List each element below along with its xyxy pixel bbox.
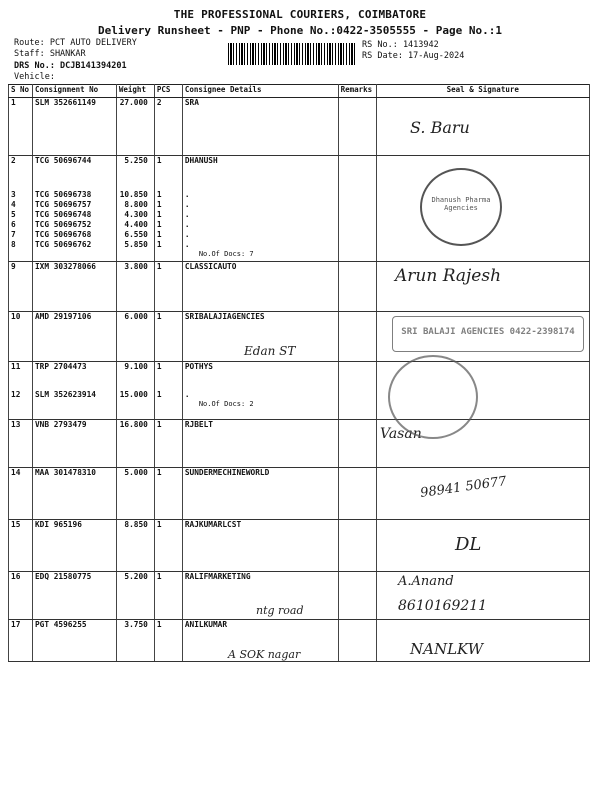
weight-cell [116,98,154,156]
weight-cell [116,572,154,620]
cell-line: 6.000 [124,312,148,321]
consignee-cell [182,262,338,312]
cell-line: TCG 50696748 [34,210,92,219]
consignee-cell [182,156,338,262]
dhanush-stamp-text: Dhanush Pharma Agencies [431,196,491,212]
cell-line: SLM 352623914 [34,390,96,399]
consignee-cell [182,98,338,156]
sno-cell [9,420,33,468]
pcs-cell [154,98,182,156]
cell-line: POTHYS [184,362,213,371]
col-weight: Weight [116,85,154,98]
consignee-cell [182,520,338,572]
company-title: THE PROFESSIONAL COURIERS, COIMBATORE [173,8,427,21]
weight-cell [116,156,154,262]
consignee-cell [182,468,338,520]
pcs-cell [154,420,182,468]
staff-label: Staff: SHANKAR [14,49,86,59]
route-label: Route: PCT AUTO DELIVERY [14,38,137,48]
rs-date: RS Date: 17-Aug-2024 [362,51,465,61]
cell-line: 27.000 [119,98,148,107]
table-header [9,85,590,98]
handwritten-note-row-10: Edan ST [244,344,296,358]
cell-line: 13 [11,420,21,429]
pcs-cell [154,520,182,572]
cell-line: 6.550 [124,230,148,239]
cell-line: IXM 303278066 [34,262,96,271]
consignment-cell [32,468,116,520]
barcode [228,43,356,65]
signature-row-15: DL [455,534,482,555]
consignment-cell [32,362,116,420]
signature-row-17: NANLKW [410,640,484,658]
cell-line: 5.200 [124,572,148,581]
cell-line: 15 [11,520,21,529]
sno-cell [9,98,33,156]
remarks-cell [338,312,376,362]
consignee-cell [182,362,338,420]
runsheet-table [8,84,590,662]
cell-line: 1 [156,312,162,321]
cell-line: 1 [156,230,162,239]
cell-line: TCG 50696752 [34,220,92,229]
cell-line: 1 [156,468,162,477]
vehicle-label: Vehicle: [14,72,55,82]
remarks-cell [338,572,376,620]
cell-line: ANILKUMAR [184,620,228,629]
cell-line: . [184,240,190,249]
handwritten-note-row-16: ntg road [256,604,304,617]
cell-line: 10 [11,312,21,321]
cell-line: TCG 50696757 [34,200,92,209]
cell-line: 4.400 [124,220,148,229]
sribalaji-stamp [392,316,584,352]
signature-row-1: S. Baru [410,118,470,137]
weight-cell [116,262,154,312]
pcs-cell [154,362,182,420]
cell-line: . [184,190,190,199]
weight-cell [116,520,154,572]
cell-line: . [184,220,190,229]
consignment-cell [32,420,116,468]
rs-number: RS No.: 1413942 [362,40,439,50]
remarks-cell [338,98,376,156]
consignment-cell [32,262,116,312]
round-seal [388,355,478,439]
consignment-cell [32,312,116,362]
table-row [9,262,590,312]
cell-line: 3.750 [124,620,148,629]
remarks-cell [338,156,376,262]
dhanush-stamp [420,168,502,246]
cell-line: 1 [156,190,162,199]
weight-cell [116,312,154,362]
signature-row-16: A.Anand [398,574,454,589]
cell-line: 8.800 [124,200,148,209]
cell-line: RJBELT [184,420,213,429]
cell-line: 1 [156,210,162,219]
col-pcs: PCS [154,85,182,98]
signature-row-14: 98941 50677 [419,474,508,501]
remarks-cell [338,362,376,420]
table-row [9,98,590,156]
cell-line: 9 [11,262,16,271]
cell-line: 1 [156,420,162,429]
weight-cell [116,468,154,520]
cell-line: 5.000 [124,468,148,477]
signature-cell [376,520,589,572]
cell-line: VNB 2793479 [34,420,87,429]
cell-line: 1 [156,220,162,229]
runsheet-subtitle: Delivery Runsheet - PNP - Phone No.:0422-3505555 - Page No.:1 [98,24,502,37]
col-consignee: Consignee Details [182,85,338,98]
cell-line: AMD 29197106 [34,312,92,321]
cell-line: 1 [156,156,162,165]
phone-row-16: 8610169211 [398,598,488,614]
cell-line: 5.250 [124,156,148,165]
cell-line: . [184,210,190,219]
signature-row-13: Vasan [380,426,422,442]
cell-line: DHANUSH [184,156,218,165]
cell-line: 4 [11,200,16,209]
cell-line: . [184,390,190,399]
cell-line: 1 [156,572,162,581]
consignment-cell [32,98,116,156]
cell-line: 8.850 [124,520,148,529]
cell-line: 3 [11,190,16,199]
consignment-cell [32,520,116,572]
cell-line: MAA 301478310 [34,468,96,477]
cell-line: 16 [11,572,21,581]
docs-count: No.Of Docs: 7 [198,250,254,258]
signature-row-9: Arun Rajesh [395,266,502,286]
cell-line: 1 [156,390,162,399]
cell-line: TCG 50696762 [34,240,92,249]
table-row [9,520,590,572]
sribalaji-stamp-text: SRI BALAJI AGENCIES 0422-2398174 [401,327,575,337]
sno-cell [9,362,33,420]
pcs-cell [154,312,182,362]
signature-cell [376,468,589,520]
col-sno: S No [9,85,33,98]
pcs-cell [154,262,182,312]
cell-line: EDQ 21580775 [34,572,92,581]
cell-line: 2 [156,98,162,107]
col-remarks: Remarks [338,85,376,98]
cell-line: 4.300 [124,210,148,219]
handwritten-note-row-17: A SOK nagar [228,648,301,661]
cell-line: SUNDERMECHINEWORLD [184,468,270,477]
cell-line: 11 [11,362,21,371]
consignment-cell [32,156,116,262]
cell-line: 10.850 [119,190,148,199]
weight-cell [116,420,154,468]
sno-cell [9,520,33,572]
cell-line: 12 [11,390,21,399]
cell-line: RALIFMARKETING [184,572,251,581]
remarks-cell [338,520,376,572]
pcs-cell [154,156,182,262]
cell-line: 1 [156,620,162,629]
cell-line: 1 [156,200,162,209]
weight-cell [116,620,154,662]
cell-line: KDI 965196 [34,520,82,529]
cell-line: TCG 50696738 [34,190,92,199]
consignment-cell [32,620,116,662]
sno-cell [9,572,33,620]
cell-line: 9.100 [124,362,148,371]
cell-line: 1 [156,520,162,529]
cell-line: 16.800 [119,420,148,429]
consignment-cell [32,572,116,620]
remarks-cell [338,620,376,662]
cell-line: 15.000 [119,390,148,399]
sno-cell [9,312,33,362]
cell-line: 14 [11,468,21,477]
pcs-cell [154,468,182,520]
drs-number: DRS No.: DCJB141394201 [14,61,127,71]
weight-cell [116,362,154,420]
cell-line: PGT 4596255 [34,620,87,629]
cell-line: 5 [11,210,16,219]
sno-cell [9,468,33,520]
col-consignment: Consignment No [32,85,116,98]
consignee-cell [182,420,338,468]
sno-cell [9,262,33,312]
cell-line: 8 [11,240,16,249]
cell-line: TRP 2704473 [34,362,87,371]
cell-line: 1 [11,98,16,107]
cell-line: 7 [11,230,16,239]
pcs-cell [154,572,182,620]
cell-line: SRA [184,98,199,107]
cell-line: SRIBALAJIAGENCIES [184,312,265,321]
remarks-cell [338,468,376,520]
cell-line: 1 [156,362,162,371]
table-row [9,362,590,420]
cell-line: 17 [11,620,21,629]
pcs-cell [154,620,182,662]
cell-line: 5.850 [124,240,148,249]
cell-line: 2 [11,156,16,165]
cell-line: 3.800 [124,262,148,271]
cell-line: . [184,230,190,239]
remarks-cell [338,262,376,312]
cell-line: SLM 352661149 [34,98,96,107]
cell-line: TCG 50696744 [34,156,92,165]
cell-line: 6 [11,220,16,229]
cell-line: CLASSICAUTO [184,262,237,271]
table-row [9,420,590,468]
cell-line: . [184,200,190,209]
remarks-cell [338,420,376,468]
sno-cell [9,620,33,662]
cell-line: 1 [156,240,162,249]
cell-line: 1 [156,262,162,271]
col-seal-signature: Seal & Signature [376,85,589,98]
cell-line: RAJKUMARLCST [184,520,242,529]
signature-cell [376,98,589,156]
table-row [9,156,590,262]
cell-line: TCG 50696768 [34,230,92,239]
docs-count: No.Of Docs: 2 [198,400,254,408]
sno-cell [9,156,33,262]
